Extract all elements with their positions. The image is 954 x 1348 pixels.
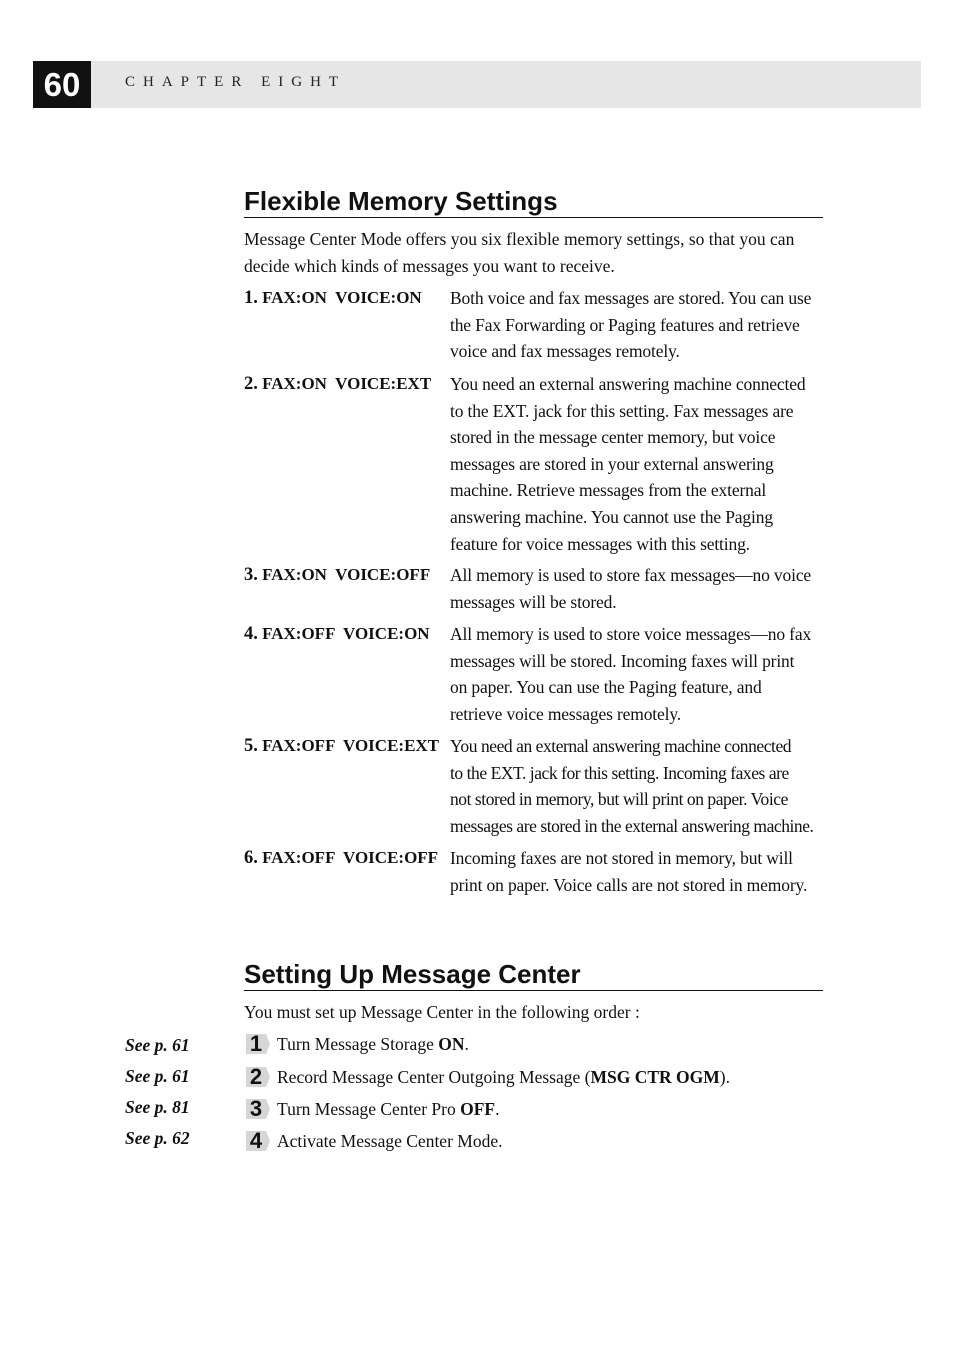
chapter-title: CHAPTER EIGHT (125, 74, 347, 90)
step-4 (244, 1128, 844, 1154)
section-title-setting-up: Setting Up Message Center (244, 959, 823, 991)
page-number: 60 (33, 61, 91, 108)
section-intro: Message Center Mode offers you six flexible memory settings, so that you can decide which kinds of messages you want to receive. (244, 229, 795, 276)
step-text: Turn Message Storage ON. (277, 1034, 469, 1054)
step-2 (244, 1064, 844, 1090)
step-text: Turn Message Center Pro OFF. (277, 1099, 500, 1119)
setting-label: 5. FAX:OFF VOICE:EXT (244, 736, 440, 756)
step-number-badge: 2 (244, 1065, 270, 1089)
section-intro: You must set up Message Center in the following order : (244, 1002, 640, 1022)
setting-description: Both voice and fax messages are stored. You can use the Fax Forwarding or Paging features and retrieve voice and fax messages remotely. (450, 288, 812, 362)
step-text: Activate Message Center Mode. (277, 1131, 503, 1151)
step-text: Record Message Center Outgoing Message (MSG CTR OGM). (277, 1067, 730, 1087)
setting-description: Incoming faxes are not stored in memory, but will print on paper. Voice calls are not stored in memory. (450, 848, 808, 895)
step-number-badge: 1 (244, 1032, 270, 1056)
page-reference: See p. 62 (125, 1128, 190, 1148)
setting-description: You need an external answering machine connected to the EXT. jack for this setting. Fax messages are stored in the message center memory, but voice messages are stored in your external answering machine. Retrieve messages from the external answering machine. You cannot use the Paging feature for voice messages with this setting. (450, 374, 806, 554)
step-3 (244, 1096, 844, 1122)
step-number-badge: 4 (244, 1129, 270, 1153)
setting-description: You need an external answering machine connected to the EXT. jack for this setting. Incoming faxes are not stored in memory, but will print on paper. Voice messages are stored in the external answering machine. (450, 736, 814, 836)
setting-label: 3. FAX:ON VOICE:OFF (244, 565, 431, 585)
setting-label: 4. FAX:OFF VOICE:ON (244, 624, 430, 644)
setting-description: All memory is used to store voice messages—no fax messages will be stored. Incoming faxes will print on paper. You can use the Paging feature, and retrieve voice messages remotely. (450, 624, 812, 724)
step-1 (244, 1031, 844, 1057)
page-reference: See p. 61 (125, 1066, 190, 1086)
setting-label: 6. FAX:OFF VOICE:OFF (244, 848, 439, 868)
page-reference: See p. 81 (125, 1097, 190, 1117)
page-reference: See p. 61 (125, 1035, 190, 1055)
section-title-flexible-memory: Flexible Memory Settings (244, 186, 823, 218)
step-number-badge: 3 (244, 1097, 270, 1121)
setting-description: All memory is used to store fax messages—no voice messages will be stored. (450, 565, 812, 612)
setting-label: 1. FAX:ON VOICE:ON (244, 288, 422, 308)
setting-label: 2. FAX:ON VOICE:EXT (244, 374, 432, 394)
